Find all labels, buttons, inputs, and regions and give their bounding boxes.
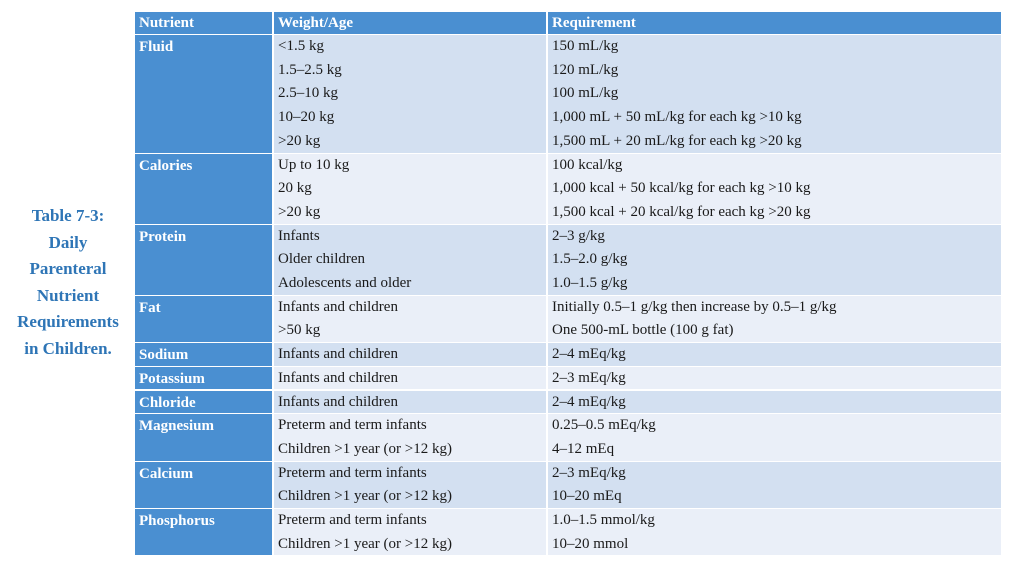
weight-age-line: Children >1 year (or >12 kg) xyxy=(278,535,452,552)
requirement-cell xyxy=(546,225,1001,295)
requirement-line: 2–3 mEq/kg xyxy=(552,369,626,386)
caption-line: Nutrient xyxy=(36,285,100,305)
table-row xyxy=(135,508,1001,555)
header-requirement: Requirement xyxy=(552,15,636,31)
caption-line: in Children. xyxy=(24,338,112,358)
table-header xyxy=(135,12,1001,34)
weight-age-line: Infants and children xyxy=(278,346,398,363)
weight-age-line: Infants and children xyxy=(278,298,398,315)
header-nutrient: Nutrient xyxy=(139,15,194,31)
weight-age-line: Older children xyxy=(278,251,366,268)
requirement-cell xyxy=(546,391,1001,414)
nutrient-cell: Sodium xyxy=(135,343,272,366)
requirement-cell xyxy=(546,509,1001,555)
requirement-line: 100 mL/kg xyxy=(552,85,619,102)
requirement-cell xyxy=(546,154,1001,224)
table-row xyxy=(135,224,1001,295)
weight-age-cell xyxy=(272,509,546,555)
table-row xyxy=(135,34,1001,153)
requirement-line: 2–3 mEq/kg xyxy=(552,464,626,481)
requirement-line: 2–4 mEq/kg xyxy=(552,346,626,363)
nutrient-cell: Calories xyxy=(135,154,272,224)
nutrient-cell: Magnesium xyxy=(135,414,272,460)
requirement-line: 4–12 mEq xyxy=(552,440,615,457)
weight-age-line: 10–20 kg xyxy=(278,109,335,126)
nutrient-cell: Chloride xyxy=(135,391,272,414)
requirement-line: 1,500 mL + 20 mL/kg for each kg >20 kg xyxy=(552,132,802,149)
weight-age-line: Preterm and term infants xyxy=(278,417,427,434)
weight-age-line: Up to 10 kg xyxy=(278,156,350,173)
requirement-line: 2–4 mEq/kg xyxy=(552,393,626,410)
requirement-line: 1,000 kcal + 50 kcal/kg for each kg >10 kg xyxy=(552,180,811,197)
weight-age-line: 1.5–2.5 kg xyxy=(278,61,342,78)
weight-age-line: Infants and children xyxy=(278,369,398,386)
table-row xyxy=(135,153,1001,224)
weight-age-line: >20 kg xyxy=(278,132,321,149)
table-caption xyxy=(6,203,130,362)
requirement-cell xyxy=(546,367,1001,390)
requirement-line: 1,000 mL + 50 mL/kg for each kg >10 kg xyxy=(552,109,802,126)
weight-age-line: <1.5 kg xyxy=(278,38,324,54)
requirement-cell xyxy=(546,462,1001,508)
requirement-line: One 500-mL bottle (100 g fat) xyxy=(552,322,734,339)
weight-age-cell xyxy=(272,462,546,508)
requirement-line: 100 kcal/kg xyxy=(552,156,623,173)
requirement-line: 0.25–0.5 mEq/kg xyxy=(552,417,656,434)
requirement-cell xyxy=(546,343,1001,366)
requirement-cell xyxy=(546,35,1001,153)
requirement-line: 150 mL/kg xyxy=(552,38,619,54)
weight-age-cell xyxy=(272,391,546,414)
weight-age-cell xyxy=(272,414,546,460)
weight-age-line: Children >1 year (or >12 kg) xyxy=(278,440,452,457)
requirement-cell xyxy=(546,414,1001,460)
requirement-line: 1.0–1.5 mmol/kg xyxy=(552,512,655,528)
weight-age-line: Adolescents and older xyxy=(278,274,412,291)
weight-age-cell xyxy=(272,296,546,342)
caption-line: Parenteral xyxy=(29,259,107,278)
requirement-line: 120 mL/kg xyxy=(552,61,619,78)
header-weight-age: Weight/Age xyxy=(278,15,353,31)
caption-line: Table 7-3: xyxy=(31,206,105,225)
weight-age-line: >50 kg xyxy=(278,322,321,339)
caption-line: Requirements xyxy=(17,312,119,331)
requirement-line: 1,500 kcal + 20 kcal/kg for each kg >20 kg xyxy=(552,203,811,220)
weight-age-cell xyxy=(272,154,546,224)
weight-age-line: 20 kg xyxy=(278,180,312,197)
table-row xyxy=(135,295,1001,342)
requirement-line: Initially 0.5–1 g/kg then increase by 0.5–1 g/kg xyxy=(552,298,837,315)
weight-age-cell xyxy=(272,343,546,366)
table-row xyxy=(135,461,1001,508)
table-row xyxy=(135,366,1001,390)
weight-age-cell xyxy=(272,35,546,153)
nutrient-cell: Phosphorus xyxy=(135,509,272,555)
weight-age-line: 2.5–10 kg xyxy=(278,85,338,102)
requirement-line: 10–20 mmol xyxy=(552,535,629,552)
requirement-line: 1.5–2.0 g/kg xyxy=(552,251,628,268)
weight-age-line: Infants xyxy=(278,227,320,244)
table-row xyxy=(135,413,1001,460)
caption-line: Daily xyxy=(48,232,88,252)
nutrient-cell: Fluid xyxy=(135,35,272,153)
nutrient-cell: Calcium xyxy=(135,462,272,508)
nutrient-cell: Fat xyxy=(135,296,272,342)
weight-age-line: Preterm and term infants xyxy=(278,464,427,481)
nutrient-cell: Potassium xyxy=(135,367,272,390)
requirement-line: 1.0–1.5 g/kg xyxy=(552,274,628,291)
requirement-cell xyxy=(546,296,1001,342)
nutrient-cell: Protein xyxy=(135,225,272,295)
requirement-line: 2–3 g/kg xyxy=(552,227,605,244)
weight-age-line: Children >1 year (or >12 kg) xyxy=(278,488,452,505)
weight-age-cell xyxy=(272,225,546,295)
table-row xyxy=(135,342,1001,366)
weight-age-line: >20 kg xyxy=(278,203,321,220)
table-row xyxy=(135,390,1001,414)
nutrient-table xyxy=(135,12,1001,567)
weight-age-line: Infants and children xyxy=(278,393,398,410)
requirement-line: 10–20 mEq xyxy=(552,488,622,505)
weight-age-cell xyxy=(272,367,546,390)
weight-age-line: Preterm and term infants xyxy=(278,512,427,528)
